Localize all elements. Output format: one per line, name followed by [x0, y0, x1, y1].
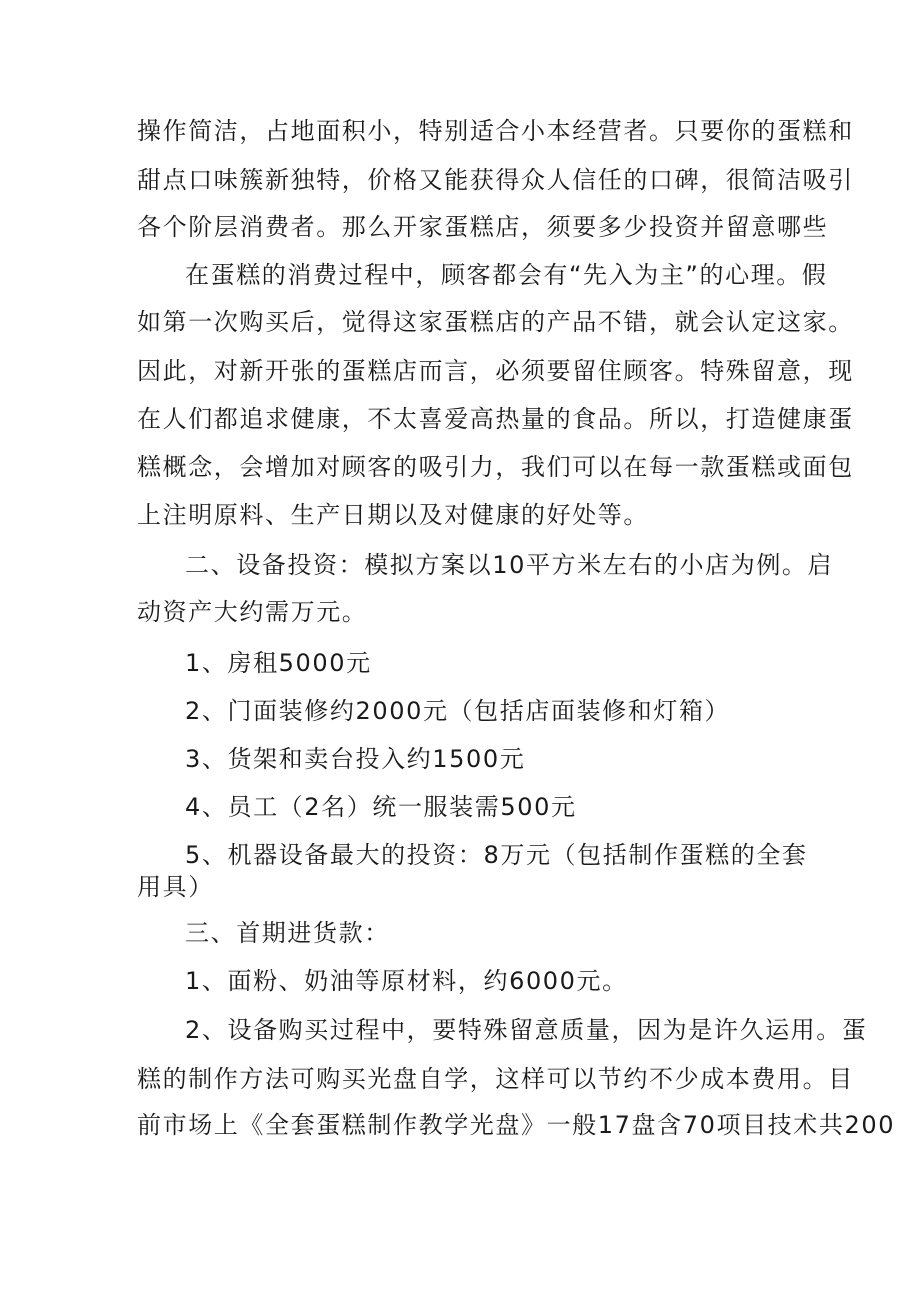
text-line: 因此，对新开张的蛋糕店而言，必须要留住顾客。特殊留意，现	[137, 357, 854, 385]
list-item: 3、货架和卖台投入约1500元	[185, 745, 526, 773]
text-line: 糕的制作方法可购买光盘自学，这样可以节约不少成本费用。目	[137, 1065, 854, 1093]
list-item: 5、机器设备最大的投资：8万元（包括制作蛋糕的全套	[185, 841, 808, 869]
list-item: 2、门面装修约2000元（包括店面装修和灯箱）	[185, 697, 731, 725]
text-line: 前市场上《全套蛋糕制作教学光盘》一般17盘含70项目技术共200	[137, 1111, 896, 1139]
section-heading: 三、首期进货款：	[185, 919, 390, 947]
text-line: 各个阶层消费者。那么开家蛋糕店，须要多少投资并留意哪些	[137, 213, 829, 241]
text-line: 在蛋糕的消费过程中，顾客都会有“先入为主”的心理。假	[185, 261, 828, 289]
text-line: 如第一次购买后，觉得这家蛋糕店的产品不错，就会认定这家。	[137, 308, 854, 336]
text-line: 糕概念，会增加对顾客的吸引力，我们可以在每一款蛋糕或面包	[137, 453, 854, 481]
list-item: 1、房租5000元	[185, 649, 372, 677]
list-item: 2、设备购买过程中，要特殊留意质量，因为是许久运用。蛋	[185, 1016, 868, 1044]
text-line: 动资产大约需万元。	[137, 598, 368, 626]
text-line: 在人们都追求健康，不太喜爱高热量的食品。所以，打造健康蛋	[137, 405, 854, 433]
text-line: 甜点口味簇新独特，价格又能获得众人信任的口碑，很简洁吸引	[137, 166, 854, 194]
text-line: 操作简洁，占地面积小，特别适合小本经营者。只要你的蛋糕和	[137, 117, 854, 145]
list-item: 1、面粉、奶油等原材料，约6000元。	[185, 967, 628, 995]
text-line: 上注明原料、生产日期以及对健康的好处等。	[137, 501, 649, 529]
section-heading: 二、设备投资：模拟方案以10平方米左右的小店为例。启	[185, 551, 834, 579]
list-item: 4、员工（2名）统一服装需500元	[185, 793, 577, 821]
text-line: 用具）	[137, 873, 214, 901]
